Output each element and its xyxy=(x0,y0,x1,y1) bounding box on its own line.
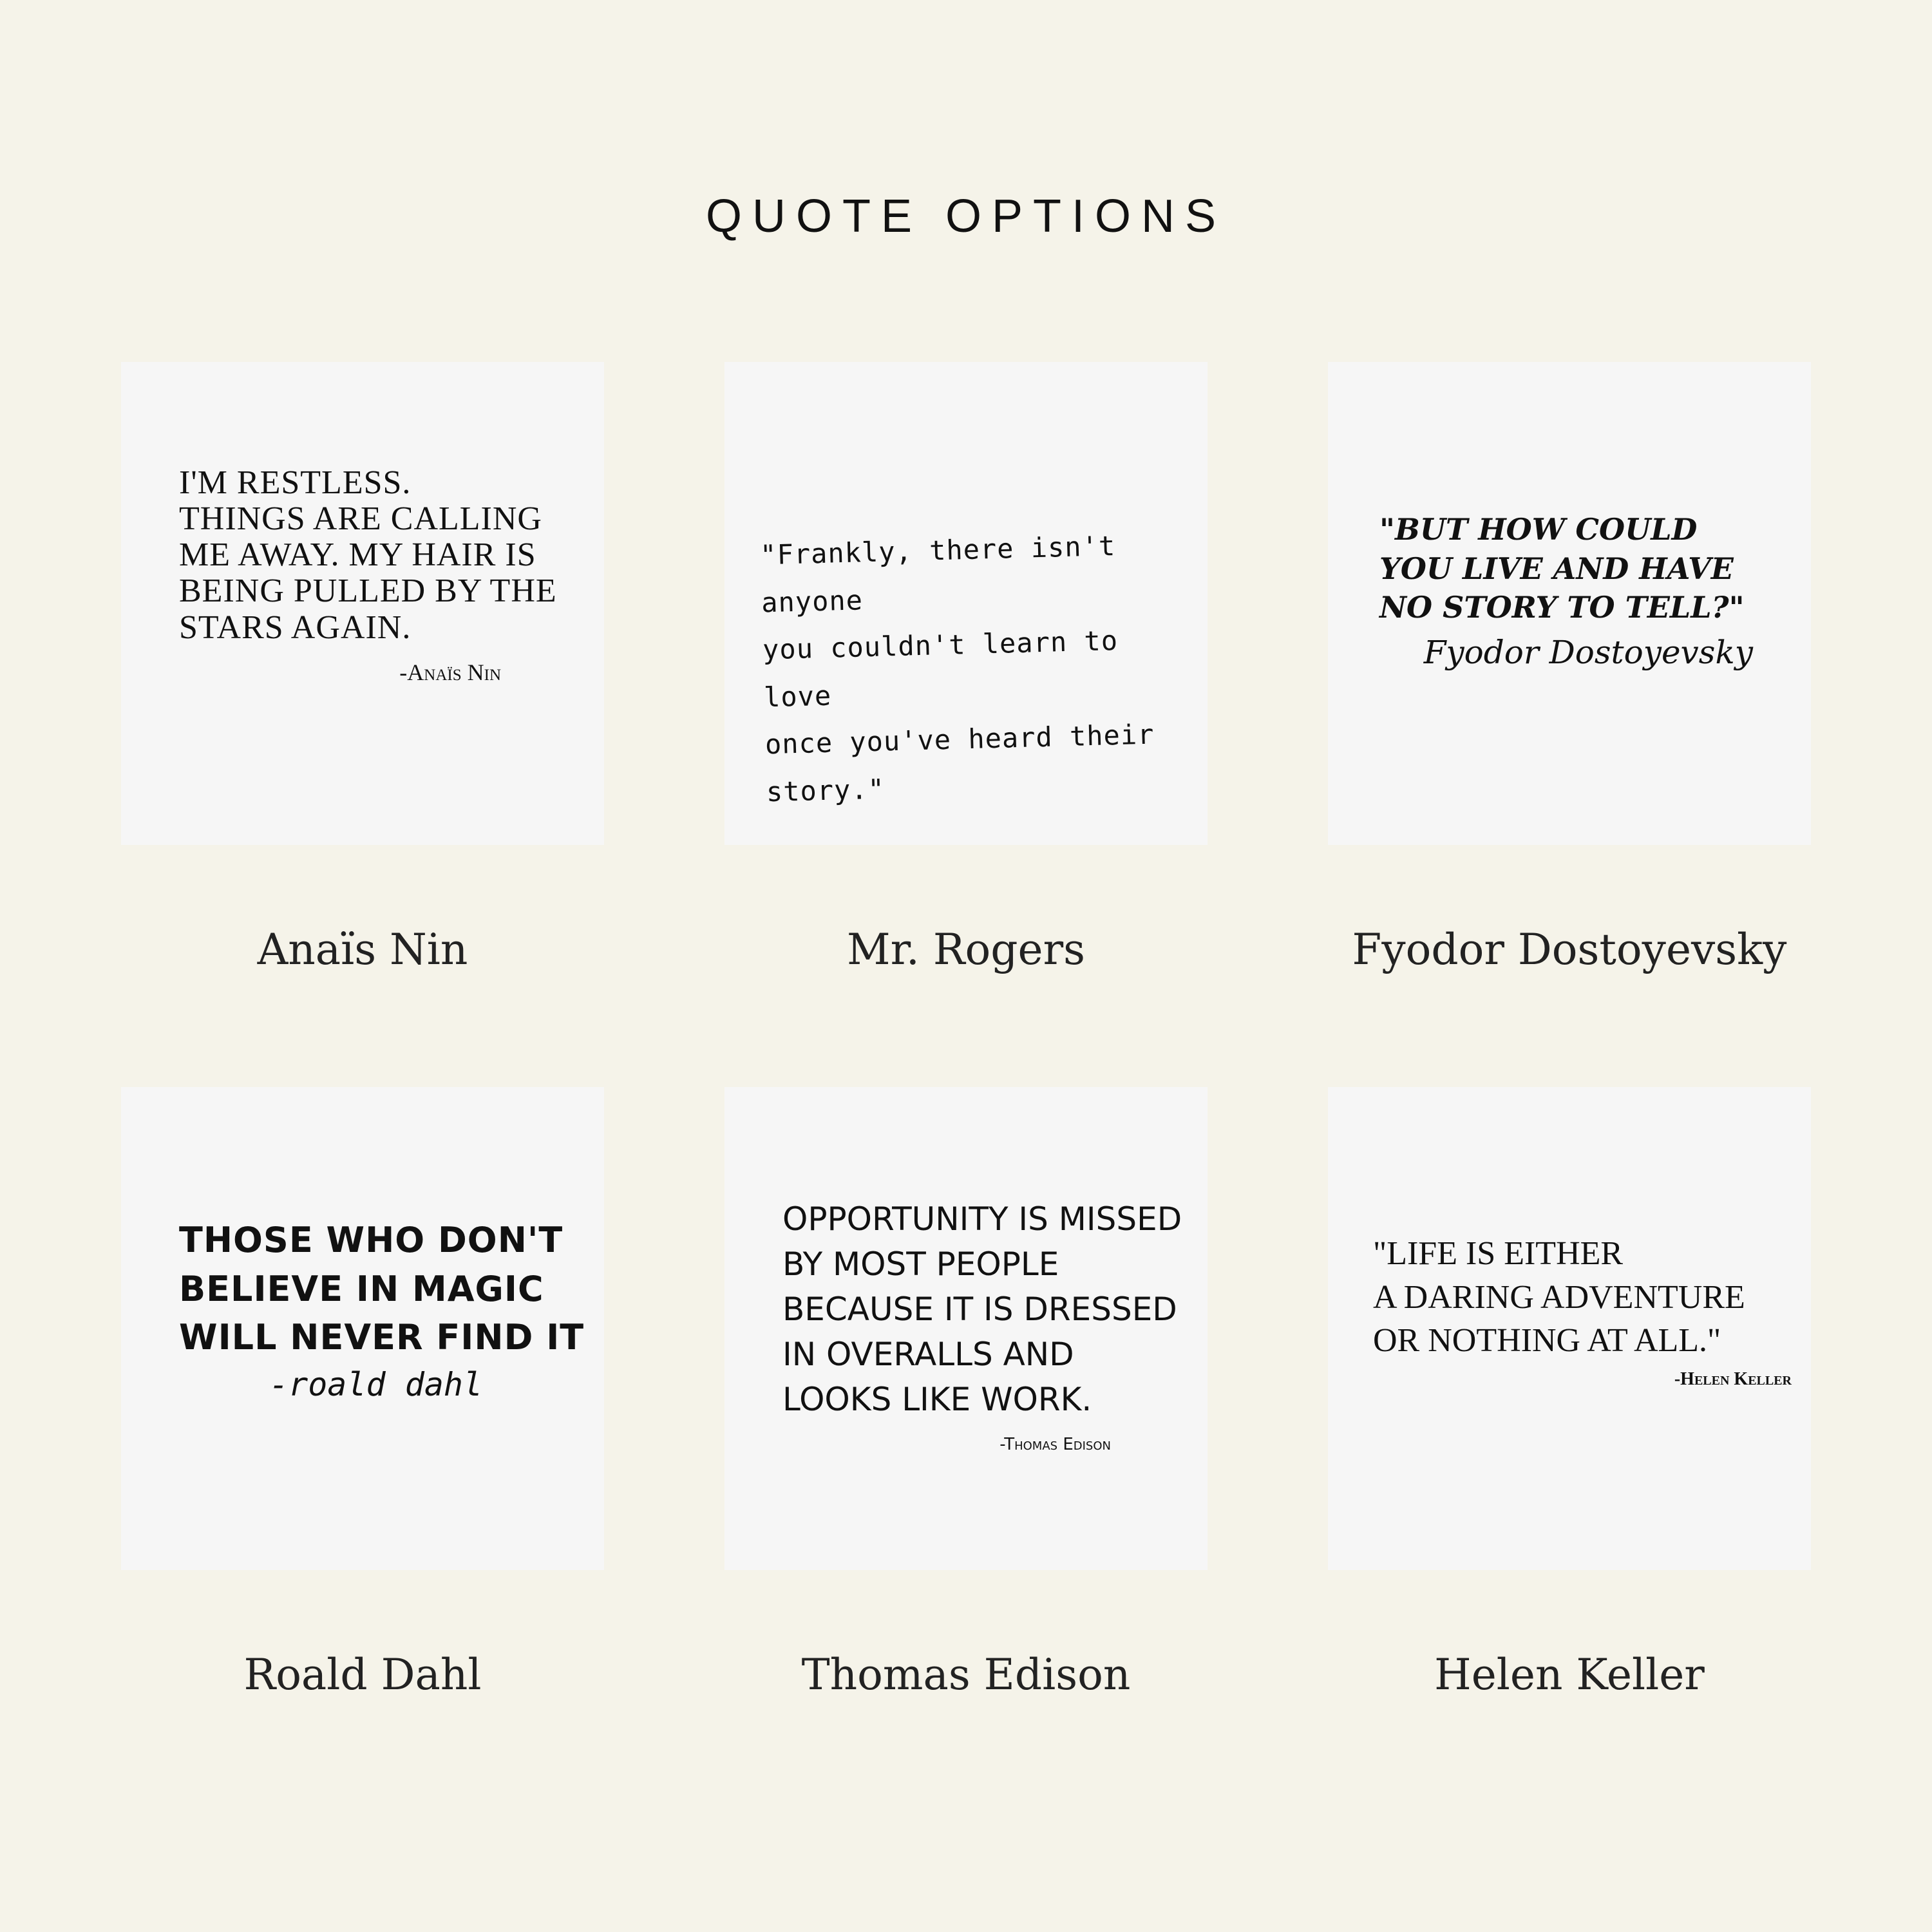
quote-lettering xyxy=(759,526,1175,810)
quote-option-label: Helen Keller xyxy=(1434,1650,1705,1700)
quote-lettering xyxy=(179,465,578,686)
quote-text: OPPORTUNITY IS MISSED BY MOST PEOPLE BECAUSE IT IS DRESSED IN OVERALLS AND LOOKS LIKE WORK. xyxy=(782,1200,1182,1418)
quote-option-mr-rogers[interactable] xyxy=(724,362,1208,1087)
quote-lettering xyxy=(782,1197,1195,1454)
quote-card[interactable] xyxy=(724,362,1208,845)
quote-option-label: Fyodor Dostoyevsky xyxy=(1352,925,1787,974)
quote-option-roald-dahl[interactable] xyxy=(121,1087,604,1812)
quote-attribution: -Anaïs Nin xyxy=(399,659,501,685)
quote-text: I'M RESTLESS. THINGS ARE CALLING ME AWAY. MY HAIR IS BEING PULLED BY THE STARS AGAIN. xyxy=(179,464,557,646)
quote-text: "LIFE IS EITHER A DARING ADVENTURE OR NOTHING AT ALL." xyxy=(1373,1235,1745,1359)
quote-option-label: Roald Dahl xyxy=(243,1650,482,1700)
quote-options-grid xyxy=(121,362,1811,1812)
quote-option-label: Anaïs Nin xyxy=(257,925,468,974)
quote-option-label: Mr. Rogers xyxy=(847,925,1085,974)
quote-signature: Fyodor Dostoyevsky xyxy=(1423,634,1753,672)
quote-option-fyodor-dostoyevsky[interactable] xyxy=(1328,362,1811,1087)
quote-option-helen-keller[interactable] xyxy=(1328,1087,1811,1812)
quote-card[interactable] xyxy=(1328,1087,1811,1570)
quote-text: "BUT HOW COULD YOU LIVE AND HAVE NO STORY TO TELL?" xyxy=(1379,512,1745,625)
quote-text: "Frankly, there isn't anyone you couldn't learn to love once you've heard their story." xyxy=(759,529,1155,808)
quote-lettering xyxy=(1373,1232,1798,1390)
quote-lettering xyxy=(1379,510,1792,671)
quote-card[interactable] xyxy=(121,1087,604,1570)
quote-attribution: -Thomas Edison xyxy=(999,1435,1111,1454)
quote-card[interactable] xyxy=(1328,362,1811,845)
quote-card[interactable] xyxy=(121,362,604,845)
quote-lettering xyxy=(179,1216,591,1403)
quote-text: THOSE WHO DON'T BELIEVE IN MAGIC WILL NEVER FIND IT xyxy=(179,1220,585,1358)
page-title: QUOTE OPTIONS xyxy=(705,191,1227,242)
quote-attribution: -roald dahl xyxy=(269,1365,483,1403)
quote-attribution: -Helen Keller xyxy=(1674,1368,1792,1389)
quote-option-label: Thomas Edison xyxy=(801,1650,1131,1700)
quote-option-thomas-edison[interactable] xyxy=(724,1087,1208,1812)
quote-option-anais-nin[interactable] xyxy=(121,362,604,1087)
quote-card[interactable] xyxy=(724,1087,1208,1570)
